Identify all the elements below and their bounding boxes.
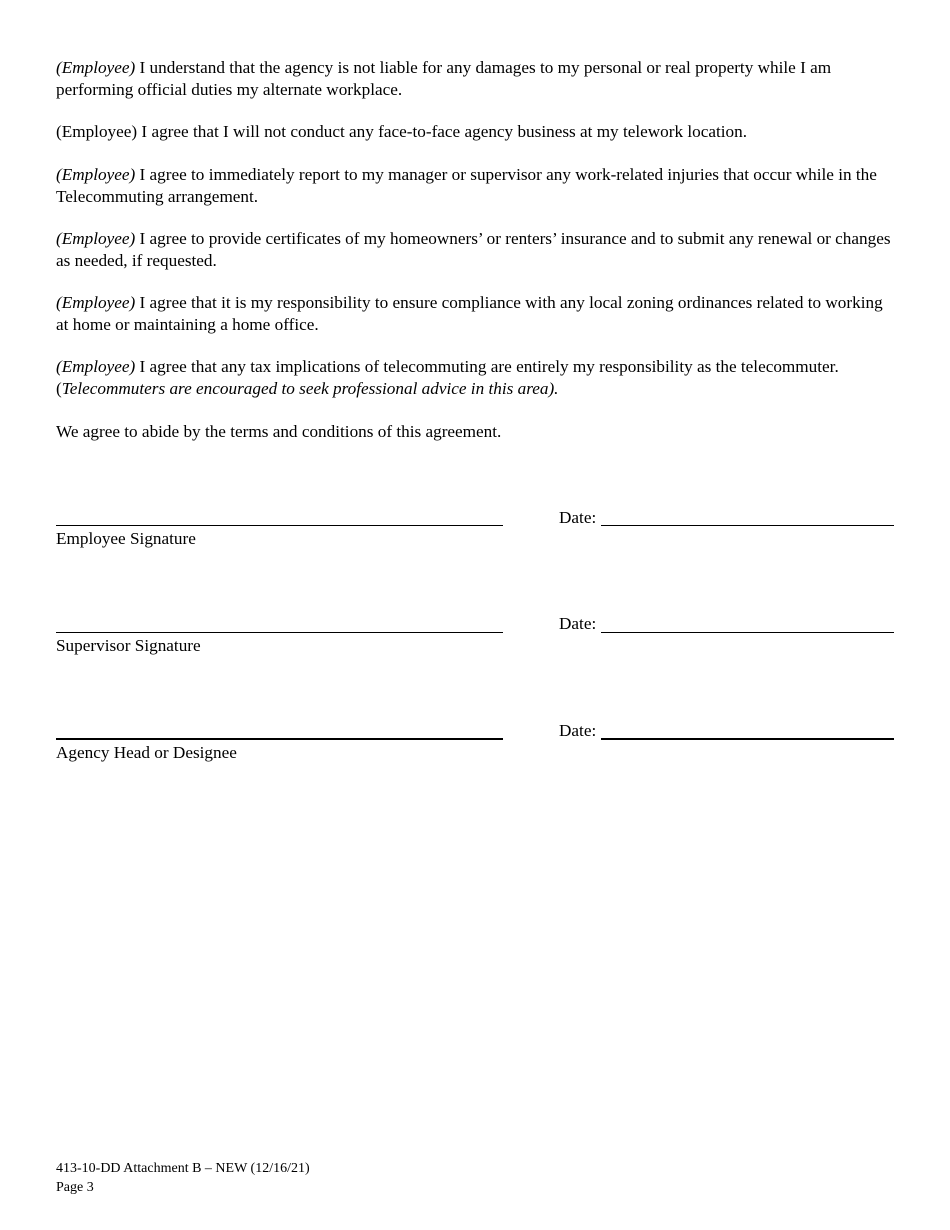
paragraph-text: I agree that any tax implications of telecommuting are entirely my responsibility as the telecommuter. (	[56, 357, 839, 398]
paragraph-lead: (Employee)	[56, 165, 136, 184]
paragraph-text: I agree that it is my responsibility to ensure compliance with any local zoning ordinances related to working at home or maintaining a home office.	[56, 293, 883, 334]
supervisor-signature-label: Supervisor Signature	[56, 636, 201, 655]
paragraph-no-face-to-face	[56, 121, 898, 143]
paragraph-text: I agree to immediately report to my manager or supervisor any work-related injuries that occur while in the Telecommuting arrangement.	[56, 165, 877, 206]
footer-page-number: Page 3	[56, 1180, 94, 1195]
paragraph-italic-note: Telecommuters are encouraged to seek professional advice in this area).	[61, 378, 559, 398]
agency-head-signature-label: Agency Head or Designee	[56, 743, 237, 762]
paragraph-lead: (Employee)	[56, 229, 136, 248]
paragraph-insurance-certificates	[56, 228, 898, 271]
paragraph-property-liability	[56, 57, 898, 100]
employee-signature-label: Employee Signature	[56, 529, 196, 548]
paragraph-text: I understand that the agency is not liable for any damages to my personal or real property while I am performing official duties my alternate workplace.	[56, 58, 832, 99]
paragraph-lead: (Employee)	[56, 293, 136, 312]
paragraph-text: (Employee) I agree that I will not conduct any face-to-face agency business at my telework location.	[56, 122, 748, 141]
supervisor-date-label: Date:	[559, 614, 597, 633]
paragraph-report-injuries	[56, 164, 898, 207]
paragraph-text: We agree to abide by the terms and conditions of this agreement.	[56, 422, 502, 441]
paragraph-text: I agree to provide certificates of my homeowners’ or renters’ insurance and to submit any renewal or changes as needed, if requested.	[56, 229, 891, 270]
footer-form-id: 413-10-DD Attachment B – NEW (12/16/21)	[56, 1161, 310, 1176]
employee-signature-line[interactable]	[56, 525, 503, 526]
paragraph-tax-implications	[56, 356, 898, 399]
paragraph-lead: (Employee)	[56, 58, 136, 77]
supervisor-signature-line[interactable]	[56, 632, 503, 633]
paragraph-agreement	[56, 421, 898, 443]
supervisor-date-line[interactable]	[601, 632, 894, 633]
employee-date-line[interactable]	[601, 525, 894, 526]
paragraph-lead: (Employee)	[56, 357, 136, 376]
agency-head-date-label: Date:	[559, 721, 597, 740]
employee-date-label: Date:	[559, 508, 597, 527]
paragraph-zoning-compliance	[56, 292, 898, 335]
agency-head-signature-line[interactable]	[56, 738, 503, 740]
agency-head-date-line[interactable]	[601, 738, 894, 740]
